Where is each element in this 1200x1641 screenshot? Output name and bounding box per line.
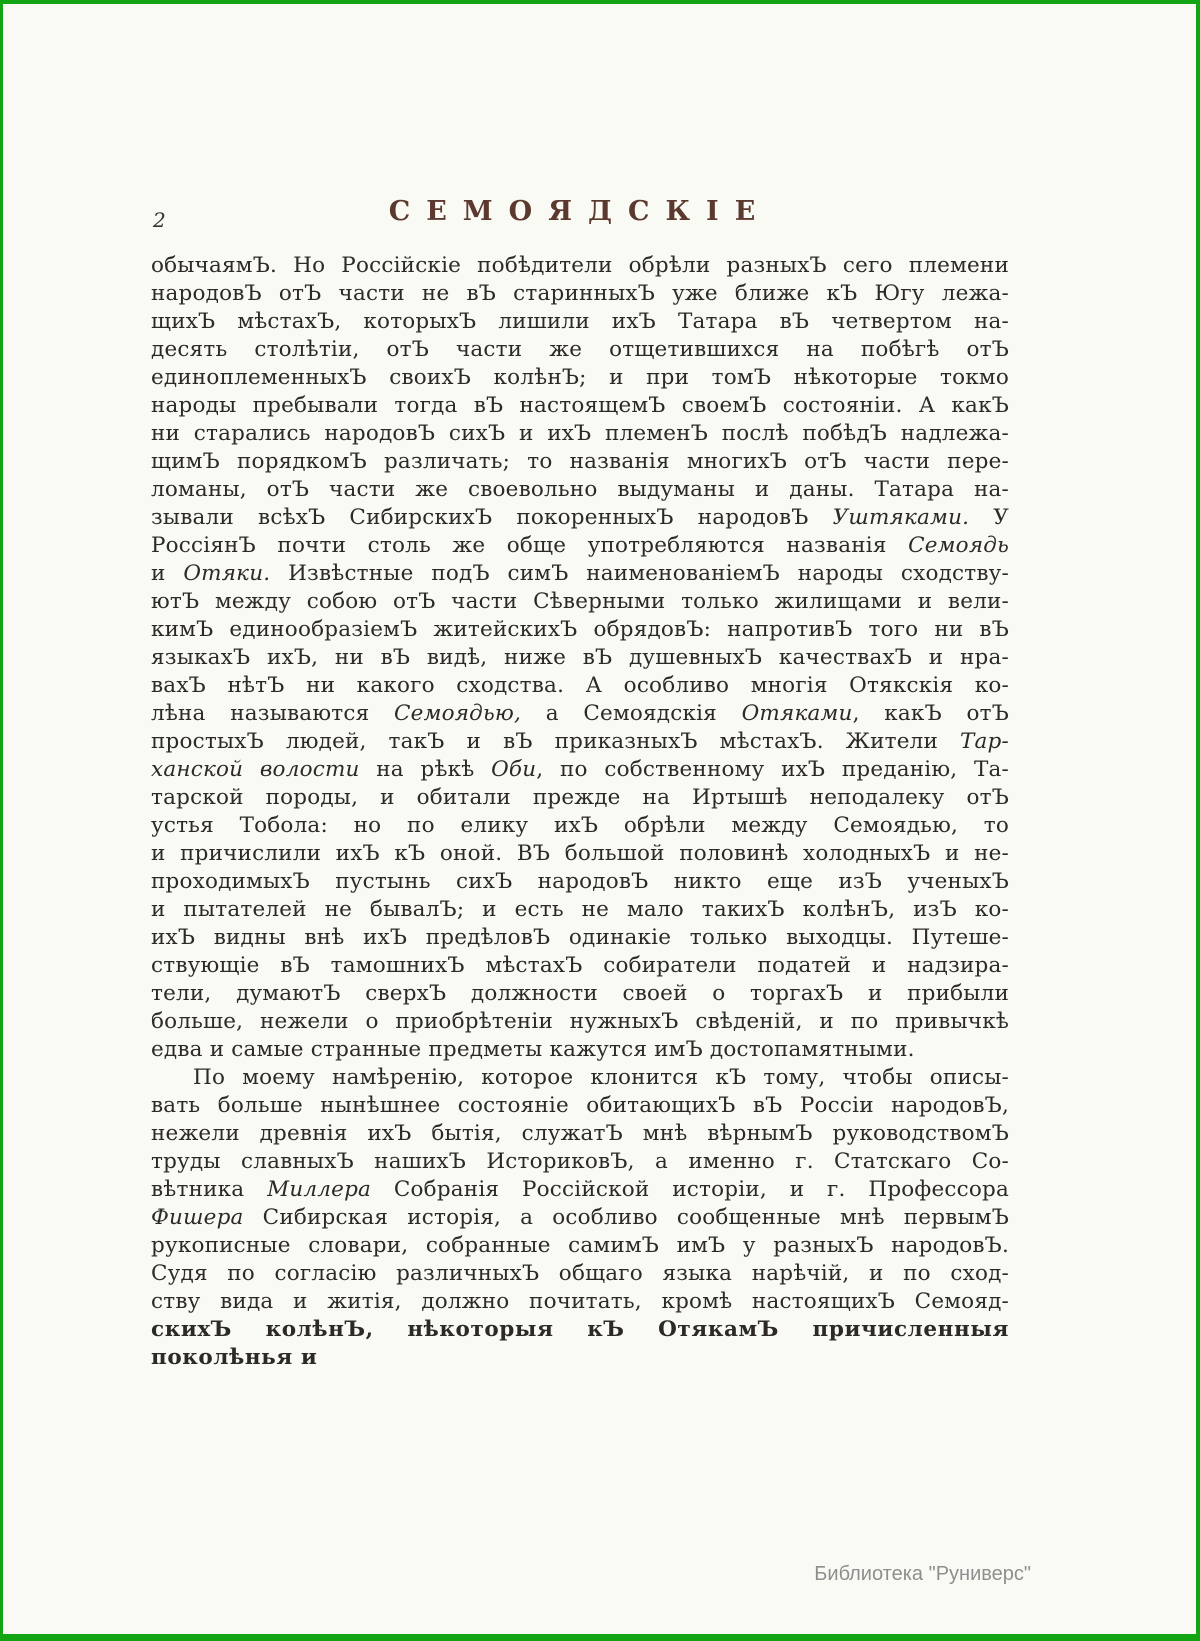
text-line	[151, 448, 1009, 476]
text-segment: языкахЪ ихЪ, ни вЪ видѣ, ниже вЪ душевныхЪ качествахЪ и нра-	[151, 645, 1009, 670]
body-text	[151, 252, 1010, 1370]
text-segment: У	[969, 505, 1009, 530]
text-line	[151, 756, 1009, 784]
text-segment: Сибирская исторія, а особливо сообщенные мнѣ первымЪ	[243, 1205, 1009, 1230]
text-segment: ломаны, отЪ части же своевольно выдуманы и даны. Татара на-	[151, 477, 1009, 502]
text-line	[151, 924, 1009, 952]
text-segment: вать больше нынѣшнее состояніе обитающихЪ вЪ Россіи народовЪ,	[151, 1093, 1009, 1118]
text-line	[151, 868, 1009, 896]
text-segment: десять столѣтіи, отЪ части же отщетившихся на побѣгѣ отЪ	[151, 337, 1009, 362]
text-line	[151, 1316, 1009, 1370]
text-segment: вѣтника	[151, 1177, 268, 1202]
page-title: СЕМОЯДСКІЕ	[388, 196, 772, 227]
text-line	[151, 980, 1009, 1008]
text-segment: простыхЪ людей, такЪ и вЪ приказныхЪ мѣстахЪ. Жители	[151, 729, 960, 754]
text-line	[151, 336, 1009, 364]
text-segment: Извѣстные подЪ симЪ наименованіемЪ народы сходству-	[270, 561, 1009, 586]
text-segment: и причислили ихЪ кЪ оной. ВЪ большой половинѣ холодныхЪ и не-	[151, 841, 1009, 866]
text-segment: и пытателей не бывалЪ; и есть не мало такихЪ колѣнЪ, изЪ ко-	[151, 897, 1009, 922]
text-segment: По моему намѣренію, которое клонится кЪ тому, чтобы описы-	[193, 1065, 1009, 1090]
text-segment: ютЪ между собою отЪ части Сѣверными только жилищами и вели-	[151, 589, 1009, 614]
italic-term: Миллера	[267, 1177, 372, 1202]
italic-term: Уштяками.	[832, 505, 970, 530]
text-segment: щихЪ мѣстахЪ, которыхЪ лишили ихЪ Татара вЪ четвертом на-	[151, 309, 1009, 334]
text-line	[151, 504, 1009, 532]
italic-term: Фишера	[151, 1205, 244, 1230]
watermark: Библиотека "Руниверс"	[814, 1563, 1031, 1585]
text-segment: Собранія Россійской исторіи, и г. Профессора	[371, 1177, 1009, 1202]
text-line	[151, 1064, 1009, 1092]
text-segment: а Семоядскія	[521, 701, 742, 726]
italic-term: Тар-	[960, 729, 1009, 754]
text-segment: тарской породы, и обитали прежде на Иртышѣ неподалеку отЪ	[151, 785, 1009, 810]
text-line	[151, 1288, 1009, 1316]
text-line	[151, 1092, 1009, 1120]
text-line	[151, 1036, 1009, 1064]
text-segment: труды славныхЪ нашихЪ ИсториковЪ, а именно г. Статскаго Со-	[151, 1149, 1009, 1174]
text-line	[151, 1232, 1009, 1260]
italic-term: Семоядь	[908, 533, 1009, 558]
italic-term: Отяки.	[183, 561, 271, 586]
text-segment: лѣна называются	[151, 701, 394, 726]
italic-term: ханской волости	[151, 757, 360, 782]
text-line	[151, 392, 1009, 420]
text-line	[151, 252, 1009, 280]
text-segment: скихЪ колѣнЪ, нѣкоторыя кЪ ОтякамЪ причисленныя поколѣнья и	[151, 1317, 1009, 1370]
text-line	[151, 1176, 1009, 1204]
text-segment: кимЪ единообразіемЪ житейскихЪ обрядовЪ: напротивЪ того ни вЪ	[151, 617, 1009, 642]
text-segment: больше, нежели о приобрѣтеніи нужныхЪ свѣденій, и по привычкѣ	[151, 1009, 1009, 1034]
text-segment: Судя по согласію различныхЪ общаго языка нарѣчій, и по сход-	[151, 1261, 1009, 1286]
text-segment: народовЪ отЪ части не вЪ старинныхЪ уже ближе кЪ Югу лежа-	[151, 281, 1009, 306]
text-line	[151, 588, 1009, 616]
text-segment: вахЪ нѣтЪ ни какого сходства. А особливо многія Отякскія ко-	[151, 673, 1009, 698]
text-segment: устья Тобола: но по елику ихЪ обрѣли между Семоядью, то	[151, 813, 1009, 838]
text-segment: рукописные словари, собранные самимЪ имЪ у разныхЪ народовЪ.	[151, 1233, 1009, 1258]
text-line	[151, 1204, 1009, 1232]
text-line	[151, 560, 1009, 588]
text-line	[151, 532, 1009, 560]
text-segment: щимЪ порядкомЪ различать; то названія многихЪ отЪ части пере-	[151, 449, 1009, 474]
text-line	[151, 700, 1009, 728]
text-line	[151, 616, 1009, 644]
text-line	[151, 1260, 1009, 1288]
text-line	[151, 1120, 1009, 1148]
text-segment: едва и самые странные предметы кажутся имЪ достопамятными.	[151, 1037, 915, 1062]
text-segment: обычаямЪ. Но Россійскіе побѣдители обрѣли разныхЪ сего племени	[151, 253, 1009, 278]
text-segment: РоссіянЪ почти столь же обще употребляются названія	[151, 533, 909, 558]
text-line	[151, 784, 1009, 812]
text-segment: ихЪ видны внѣ ихЪ предѣловЪ одинакіе только выходцы. Путеше-	[151, 925, 1009, 950]
page-header	[151, 196, 1009, 234]
text-line	[151, 308, 1009, 336]
text-line	[151, 1148, 1009, 1176]
text-segment: единоплеменныхЪ своихЪ колѣнЪ; и при томЪ нѣкоторые токмо	[151, 365, 1009, 390]
text-line	[151, 672, 1009, 700]
text-segment: зывали всѣхЪ СибирскихЪ покоренныхЪ народовЪ	[151, 505, 833, 530]
italic-term: Отяками	[741, 701, 853, 726]
text-segment: нежели древнія ихЪ бытія, служатЪ мнѣ вѣрнымЪ руководствомЪ	[151, 1121, 1009, 1146]
italic-term: Семоядью,	[394, 701, 522, 726]
text-line	[151, 812, 1009, 840]
text-segment: на рѣкѣ	[359, 757, 492, 782]
text-line	[151, 420, 1009, 448]
text-segment: ствующіе вЪ тамошнихЪ мѣстахЪ собиратели податей и надзира-	[151, 953, 1009, 978]
text-block	[151, 196, 1010, 1370]
text-segment: ству вида и житія, должно почитать, кромѣ настоящихЪ Семояд-	[151, 1289, 1009, 1314]
text-line	[151, 644, 1009, 672]
text-segment: проходимыхЪ пустынь сихЪ народовЪ никто еще изЪ ученыхЪ	[151, 869, 1009, 894]
text-segment: ни старались народовЪ сихЪ и ихЪ племенЪ послѣ побѣдЪ надлежа-	[151, 421, 1009, 446]
text-segment: , по собственному ихЪ преданію, Та-	[536, 757, 1009, 782]
text-line	[151, 1008, 1009, 1036]
italic-term: Оби	[491, 757, 537, 782]
text-line	[151, 364, 1009, 392]
text-line	[151, 728, 1009, 756]
page-number: 2	[153, 208, 166, 232]
text-segment: , какЪ отЪ	[852, 701, 1010, 726]
text-segment: и	[151, 561, 184, 586]
text-line	[151, 280, 1009, 308]
text-segment: тели, думаютЪ сверхЪ должности своей о торгахЪ и прибыли	[151, 981, 1009, 1006]
text-segment: народы пребывали тогда вЪ настоящемЪ своемЪ состояніи. А какЪ	[151, 393, 1009, 418]
text-line	[151, 840, 1009, 868]
text-line	[151, 952, 1009, 980]
text-line	[151, 896, 1009, 924]
text-line	[151, 476, 1009, 504]
